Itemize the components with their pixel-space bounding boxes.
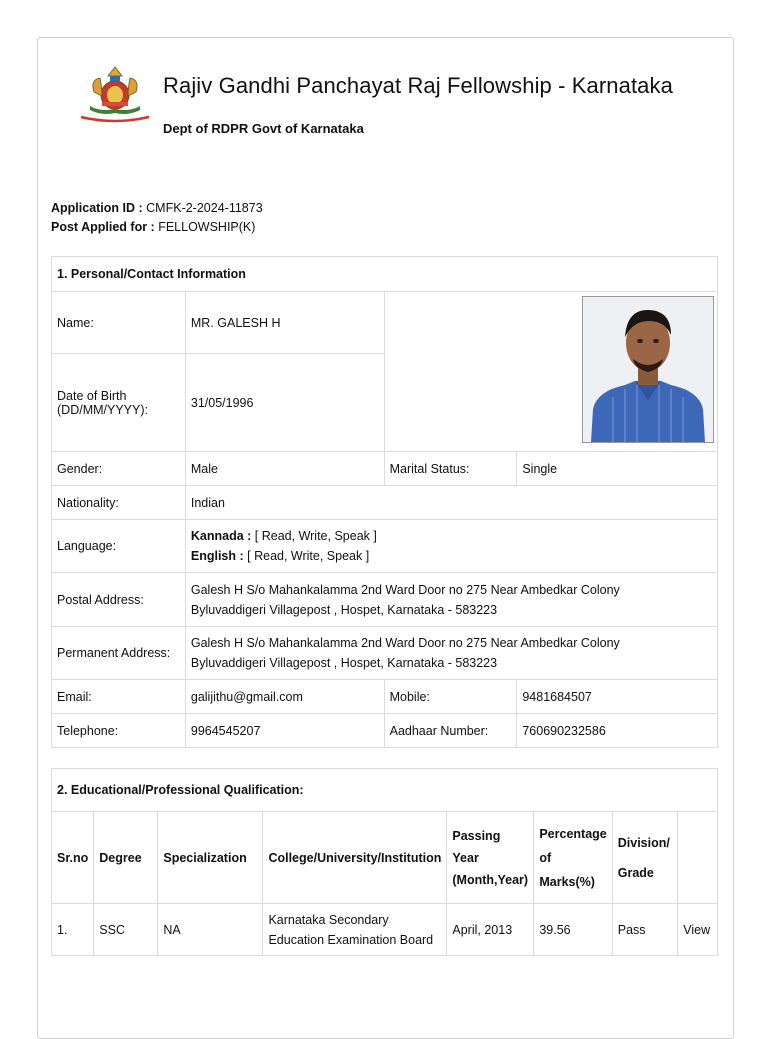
nationality-value: Indian (185, 486, 717, 520)
marital-status-value: Single (517, 452, 718, 486)
postal-address-value: Galesh H S/o Mahankalamma 2nd Ward Door no 275 Near Ambedkar Colony Byluvaddigeri Villagepost , Hospet, Karnataka - 583223 (185, 573, 717, 627)
cell-percentage: 39.56 (534, 904, 612, 956)
cell-srno: 1. (52, 904, 94, 956)
email-value: galijithu@gmail.com (185, 680, 384, 714)
page-subtitle: Dept of RDPR Govt of Karnataka (163, 121, 364, 136)
mobile-value: 9481684507 (517, 680, 718, 714)
column-header-percentage: Percentage of Marks(%) (534, 812, 612, 904)
applicant-photo (582, 296, 714, 443)
cell-college: Karnataka Secondary Education Examination Board (263, 904, 447, 956)
column-header-division: Division/ Grade (612, 812, 678, 904)
cell-passing-year: April, 2013 (447, 904, 534, 956)
language-item: English : [ Read, Write, Speak ] (190, 549, 370, 563)
dob-label: Date of Birth (DD/MM/YYYY): (52, 354, 186, 452)
marital-status-label: Marital Status: (384, 452, 517, 486)
dob-value: 31/05/1996 (185, 354, 384, 452)
aadhaar-label: Aadhaar Number: (384, 714, 517, 748)
column-header-specialization: Specialization (158, 812, 263, 904)
name-value: MR. GALESH H (185, 292, 384, 354)
language-item: Kannada : [ Read, Write, Speak ] (190, 529, 377, 543)
permanent-address-value: Galesh H S/o Mahankalamma 2nd Ward Door no 275 Near Ambedkar Colony Byluvaddigeri Villagepost , Hospet, Karnataka - 583223 (185, 627, 717, 680)
postal-address-label: Postal Address: (52, 573, 186, 627)
column-header-degree: Degree (94, 812, 158, 904)
table-row (52, 904, 718, 956)
application-id-value: CMFK-2-2024-11873 (146, 201, 263, 215)
permanent-address-label: Permanent Address: (52, 627, 186, 680)
mobile-label: Mobile: (384, 680, 517, 714)
gender-label: Gender: (52, 452, 186, 486)
personal-section-title: 1. Personal/Contact Information (52, 257, 718, 292)
email-label: Email: (52, 680, 186, 714)
education-table (51, 768, 718, 956)
education-section-title: 2. Educational/Professional Qualification: (52, 769, 718, 812)
application-id-label: Application ID : (51, 201, 143, 215)
post-applied-line (51, 220, 255, 234)
telephone-value: 9964545207 (185, 714, 384, 748)
language-label: Language: (52, 520, 186, 573)
nationality-label: Nationality: (52, 486, 186, 520)
view-link[interactable]: View (678, 904, 718, 956)
language-value (185, 520, 717, 573)
application-id-line (51, 201, 263, 215)
post-applied-label: Post Applied for : (51, 220, 155, 234)
column-header-action (678, 812, 718, 904)
column-header-college: College/University/Institution (263, 812, 447, 904)
gender-value: Male (185, 452, 384, 486)
karnataka-emblem-logo (80, 62, 150, 124)
page-title: Rajiv Gandhi Panchayat Raj Fellowship - Karnataka (163, 73, 673, 98)
column-header-passing-year: Passing Year (Month,Year) (447, 812, 534, 904)
post-applied-value: FELLOWSHIP(K) (158, 220, 256, 234)
name-label: Name: (52, 292, 186, 354)
aadhaar-value: 760690232586 (517, 714, 718, 748)
cell-specialization: NA (158, 904, 263, 956)
cell-division: Pass (612, 904, 678, 956)
column-header-srno: Sr.no (52, 812, 94, 904)
cell-degree: SSC (94, 904, 158, 956)
telephone-label: Telephone: (52, 714, 186, 748)
